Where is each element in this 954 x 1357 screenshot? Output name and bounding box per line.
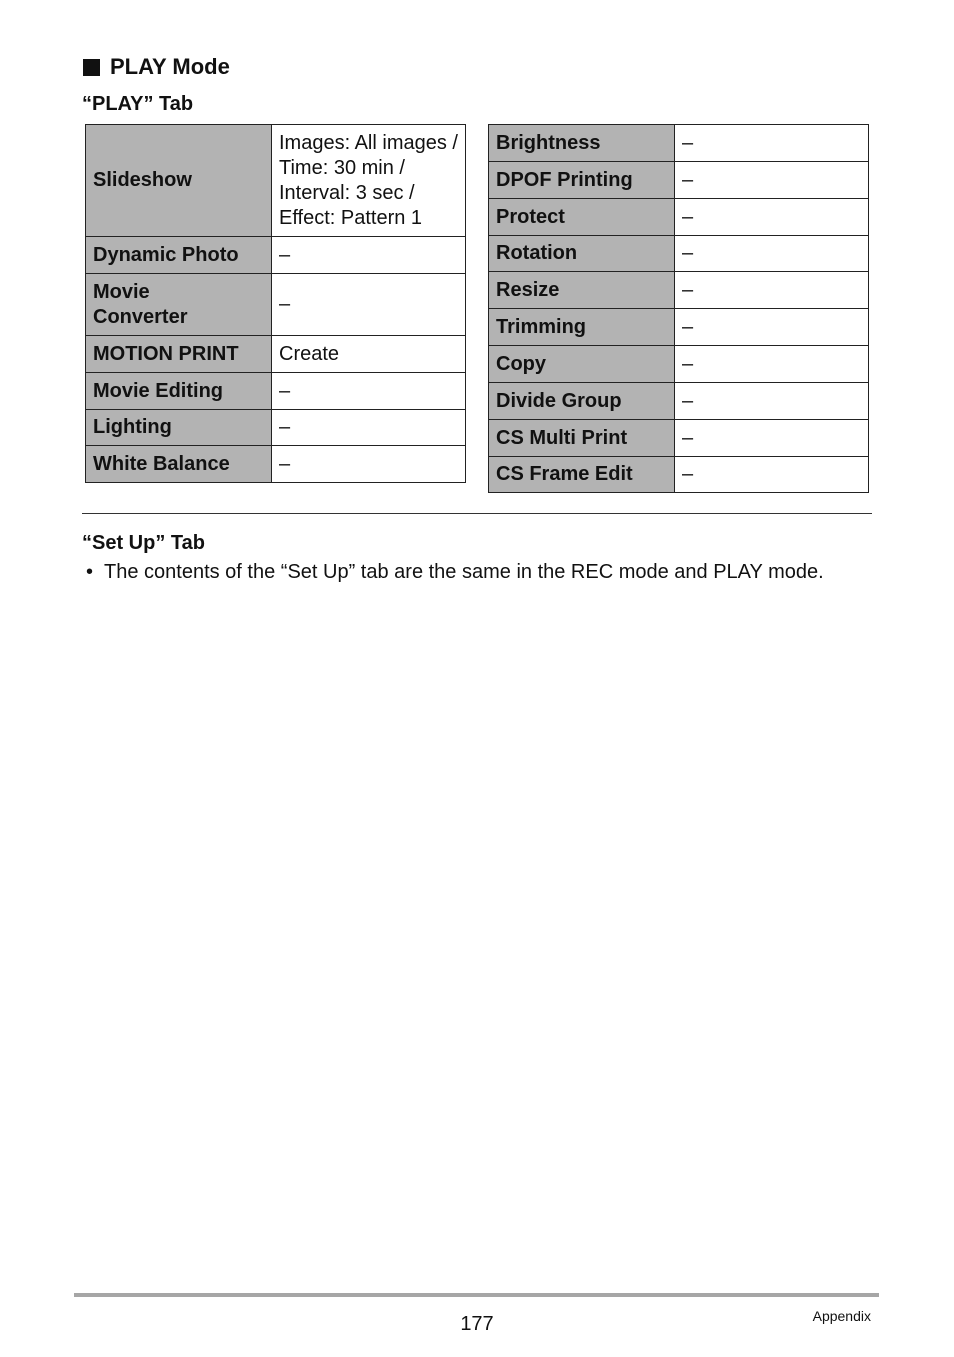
play-settings-table-right <box>488 124 869 493</box>
setup-note <box>86 560 824 585</box>
table-row <box>489 346 869 383</box>
setting-label: Slideshow <box>86 125 272 237</box>
section-divider <box>82 513 872 514</box>
setting-value: – <box>675 199 869 236</box>
table-row <box>489 272 869 309</box>
setting-value: – <box>272 274 466 336</box>
table-row <box>86 237 466 274</box>
footer-section-name: Appendix <box>812 1308 871 1324</box>
table-row <box>489 420 869 457</box>
table-row <box>86 274 466 336</box>
setting-label: Trimming <box>489 309 675 346</box>
play-tab-heading: “PLAY” Tab <box>82 93 194 115</box>
setting-value-line: Effect: Pattern 1 <box>279 206 423 229</box>
setting-label: Divide Group <box>489 383 675 420</box>
setup-note-text: The contents of the “Set Up” tab are the same in the REC mode and PLAY mode. <box>104 561 824 583</box>
setting-label-line: Movie <box>93 280 150 303</box>
setting-value: – <box>675 309 869 346</box>
table-row <box>489 236 869 272</box>
setting-label: MOTION PRINT <box>86 336 272 373</box>
table-row <box>489 309 869 346</box>
setting-value: – <box>675 383 869 420</box>
table-row <box>86 410 466 446</box>
setting-value: – <box>675 272 869 309</box>
setup-tab-heading: “Set Up” Tab <box>82 532 205 554</box>
setting-label: White Balance <box>86 446 272 483</box>
setting-label: Resize <box>489 272 675 309</box>
setting-label: Brightness <box>489 125 675 162</box>
mode-heading-text: PLAY Mode <box>110 54 230 79</box>
play-settings-table-left <box>85 124 466 483</box>
page-number: 177 <box>460 1313 494 1335</box>
mode-heading <box>83 53 230 81</box>
setting-label: CS Multi Print <box>489 420 675 457</box>
setting-label: Dynamic Photo <box>86 237 272 274</box>
setting-value: – <box>675 125 869 162</box>
table-row <box>86 446 466 483</box>
setting-value: – <box>272 373 466 410</box>
table-row <box>489 125 869 162</box>
setting-value-line: Time: 30 min / <box>279 156 405 179</box>
setting-value: – <box>675 236 869 272</box>
table-row <box>86 373 466 410</box>
setting-value: – <box>675 420 869 457</box>
footer-rule <box>74 1293 879 1297</box>
table-row <box>489 457 869 493</box>
setting-value: – <box>272 446 466 483</box>
setting-value-line: Images: All images / <box>279 131 458 154</box>
table-row <box>86 336 466 373</box>
setting-value: – <box>272 410 466 446</box>
setting-label: CS Frame Edit <box>489 457 675 493</box>
setting-label: Lighting <box>86 410 272 446</box>
table-row <box>489 383 869 420</box>
bullet-icon: • <box>86 561 94 583</box>
setting-value: Create <box>272 336 466 373</box>
table-row <box>86 125 466 237</box>
setting-label: DPOF Printing <box>489 162 675 199</box>
table-row <box>489 162 869 199</box>
setting-value: – <box>675 162 869 199</box>
setting-label-line: Converter <box>93 305 188 328</box>
setting-label: Copy <box>489 346 675 383</box>
setting-label: Movie Editing <box>86 373 272 410</box>
setting-value <box>272 125 466 237</box>
table-row <box>489 199 869 236</box>
square-bullet-icon <box>83 59 100 76</box>
setting-value: – <box>675 346 869 383</box>
setting-label: Rotation <box>489 236 675 272</box>
setting-value: – <box>272 237 466 274</box>
setting-value: – <box>675 457 869 493</box>
setting-value-line: Interval: 3 sec / <box>279 181 415 204</box>
setting-label: Protect <box>489 199 675 236</box>
setting-label <box>86 274 272 336</box>
